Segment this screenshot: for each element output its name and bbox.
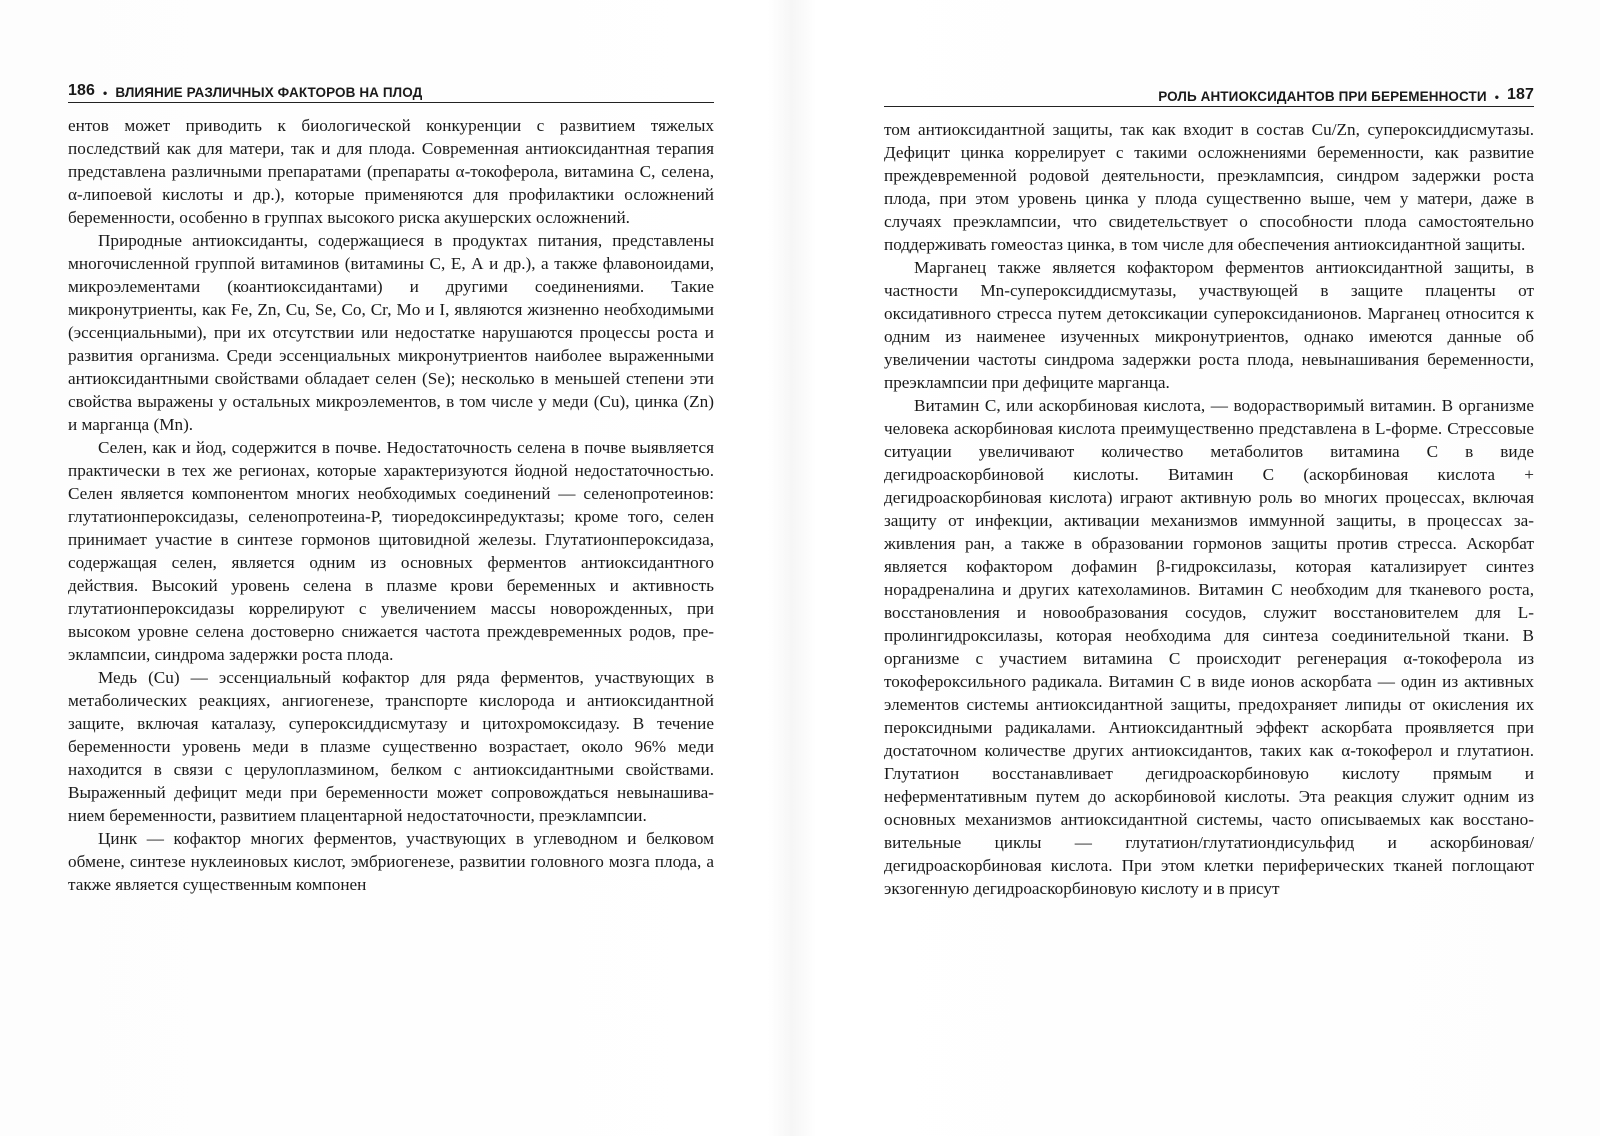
paragraph: том антиоксидантной защиты, так как входит в состав Cu/Zn, супероксиддисмутазы. Дефицит цинка коррелирует с такими осложнениями беременности, как развитие преждевременной родовой деятельности, преэклампсия, синдром задержки роста плода, при этом уровень цинка у плода существенно выше, чем у матери, даже в случаях преэклампсии, что свидетельствует о способности плода самостоятельно поддерживать гомеостаз цинка, в том числе для обеспечения антиоксидантной защиты. xyxy=(884,120,1534,254)
paragraph: ентов может приводить к биологической конкуренции с развитием тяжелых последствий как для матери, так и для плода. Современная антиоксидантная терапия представлена различными препаратами (препараты α-токоферола, витамина С, селена, α-липоевой кислоты и др.), которые применяются для профилактики осложнений беременности, особенно в группах высокого риска акушерских осложнений. xyxy=(68,116,714,227)
left-header-title: ВЛИЯНИЕ РАЗЛИЧНЫХ ФАКТОРОВ НА ПЛОД xyxy=(115,85,423,100)
paragraph: Медь (Cu) — эссенциальный кофактор для ряда ферментов, участвующих в метаболических реакциях, ангиогенезе, транспорте кислорода и антиоксидантной защите, включая каталазу, супероксиддисмутазу и цитохромоксидазу. В течение беременности уровень меди в плазме существенно возрастает, около 96% меди находится в связи с церулоплазмином, белком с антиоксидантными свойствами. Выраженный дефицит меди при беременности может сопровождаться невынашиванием беременности, развитием плацентарной недостаточности, преэклампсии. xyxy=(68,668,714,825)
right-page-number: 187 xyxy=(1507,86,1534,103)
paragraph: Цинк — кофактор многих ферментов, участвующих в углеводном и белковом обмене, синтезе нуклеиновых кислот, эмбриогенезе, развитии головного мозга плода, а также является существенным компонен xyxy=(68,829,714,894)
left-page-number: 186 xyxy=(68,82,95,99)
left-page-body xyxy=(68,114,714,896)
left-header-bullet: • xyxy=(103,86,108,100)
right-header-title: РОЛЬ АНТИОКСИДАНТОВ ПРИ БЕРЕМЕННОСТИ xyxy=(1158,89,1487,104)
paragraph: Селен, как и йод, содержится в почве. Недостаточность селена в почве выявляется практически в тех же регионах, которые характеризуются йодной недостаточностью. Селен является компонентом многих необходимых соединений — селенопротеинов: глутатионпероксидазы, селенопротеина-Р, тиоредоксинредуктазы; кроме того, селен принимает участие в синтезе гормонов щитовидной железы. Глутатионпероксидаза, содержащая селен, является одним из основных ферментов антиоксидантного действия. Высокий уровень селена в плазме крови беременных и активность глутатионпероксидазы коррелируют с увеличением массы новорожденных, при высоком уровне селена достоверно снижается частота преждевременных родов, преэклампсии, синдрома задержки роста плода. xyxy=(68,438,714,664)
paragraph: Природные антиоксиданты, содержащиеся в продуктах питания, представлены многочисленной группой витаминов (витамины С, Е, А и др.), а также флавоноидами, микроэлементами (коантиоксидантами) и другими соединениями. Такие микронутриенты, как Fe, Zn, Cu, Se, Co, Cr, Mo и I, являются жизненно необходимыми (эссенциальными), при их отсутствии или недостатке нарушаются процессы роста и развития организма. Среди эссенциальных микронутриентов наиболее выраженными антиоксидантными свойствами обладает селен (Se); несколько в меньшей степени эти свойства выражены у остальных микроэлементов, в том числе у меди (Cu), цинка (Zn) и марганца (Mn). xyxy=(68,231,714,434)
right-page-body xyxy=(884,118,1534,900)
paragraph: Марганец также является кофактором ферментов антиоксидантной защиты, в частности Mn-супероксиддисмутазы, участвующей в защите плаценты от оксидативного стресса путем детоксикации супероксиданионов. Марганец относится к одним из наименее изученных микронутриентов, однако имеются данные об увеличении частоты синдрома задержки роста плода, невынашивания беременности, преэклампсии при дефиците марганца. xyxy=(884,258,1534,392)
right-running-header xyxy=(884,82,1534,107)
left-running-header xyxy=(68,78,714,103)
paragraph: Витамин С, или аскорбиновая кислота, — водорастворимый витамин. В организме человека аскорбиновая кислота преимущественно представлена в L-форме. Стрессовые ситуации увеличивают количество метаболитов витамина С в виде дегидроаскорбиновой кислоты. Витамин С (аскорбиновая кислота + дегидроаскорбиновая кислота) играют активную роль во многих процессах, включая защиту от инфекции, активации механизмов иммунной защиты, в процессах заживления ран, а также в образовании гормонов защиты против стресса. Аскорбат является кофактором дофамин β-гидроксилазы, которая катализирует синтез норадреналина и других катехоламинов. Витамин С необходим для тканевого роста, восстановления и новообразования сосудов, служит восстановителем для L-пролингидроксилазы, которая необходима для синтеза соединительной ткани. В организме с участием витамина С происходит регенерация α-токоферола из токофероксильного радикала. Витамин С в виде ионов аскорбата — один из активных элементов системы антиоксидантной защиты, предохраняет липиды от окисления их пероксидными радикалами. Антиоксидантный эффект аскорбата проявляется при достаточном количестве других антиоксидантов, таких как α-токоферол и глутатион. Глутатион восстанавливает дегидроаскорбиновую кислоту прямым и неферментативным путем до аскорбиновой кислоты. Эта реакция служит одним из основных механизмов антиоксидантной системы, часто описываемых как восстановительные циклы — глутатион/глутатиондисульфид и аскорбиновая/ дегидроаскорбиновая кислота. При этом клетки периферических тканей поглощают экзогенную дегидроаскорбиновую кислоту и в присут xyxy=(884,396,1534,898)
right-header-bullet: • xyxy=(1494,90,1499,104)
